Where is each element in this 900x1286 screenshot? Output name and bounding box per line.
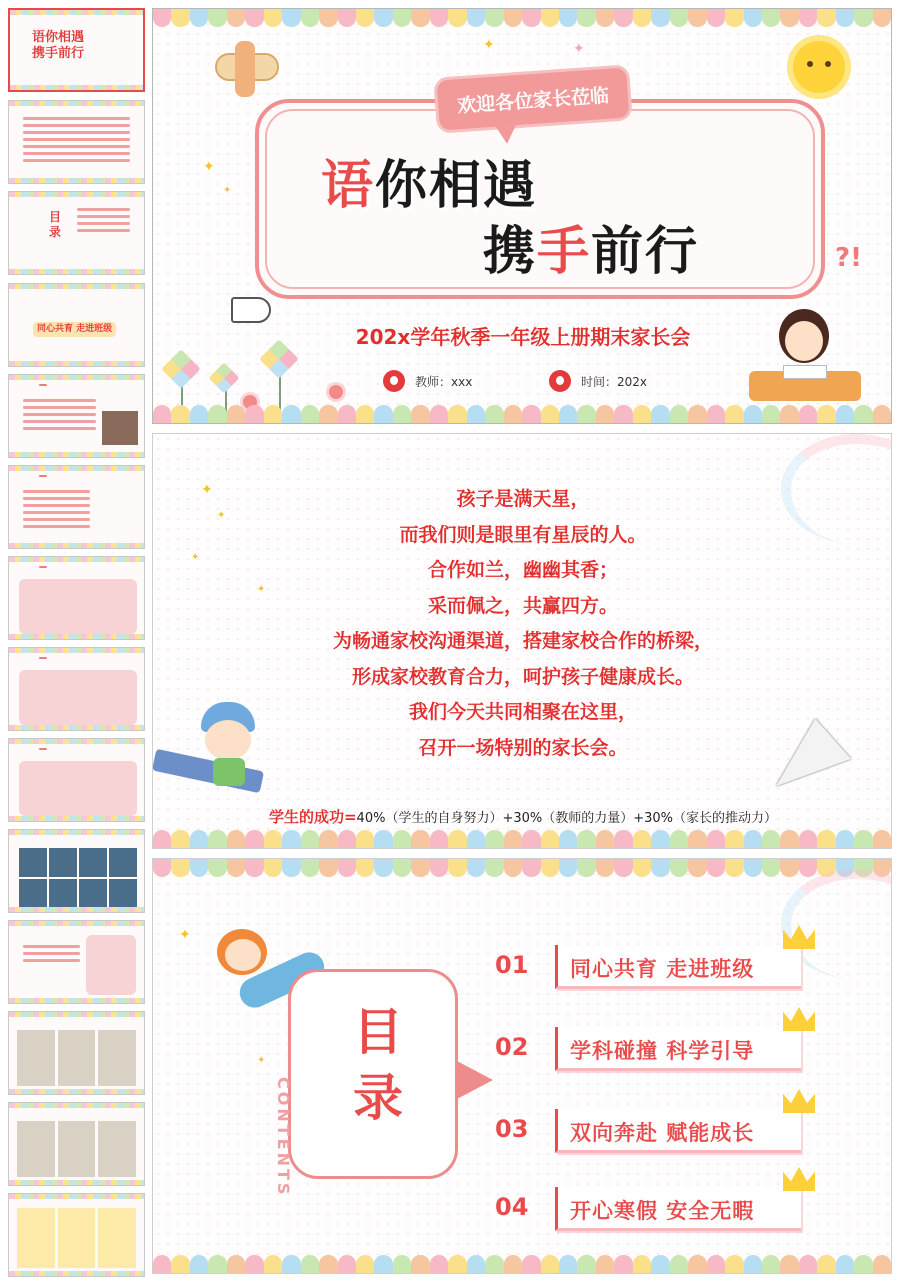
title-accent-char: 语 [321,156,376,216]
sun-illustration [793,41,845,93]
contents-item-number: 03 [495,1115,529,1143]
thumb-border [9,907,144,912]
thumb-border [9,1271,144,1276]
thumb-content-box [19,579,137,634]
contents-item-number: 01 [495,951,529,979]
slide-thumbnail-4[interactable] [8,283,145,367]
thumb-border [9,739,144,744]
airplane-illustration [215,53,279,81]
contents-english-label: CONTENTS [274,1077,293,1198]
contents-item-label: 双向奔赴 赋能成长 [570,1121,755,1145]
thumb-border [9,830,144,835]
thumb-border [9,921,144,926]
thumb-content-box [19,761,137,816]
poem-line: 我们今天共同相聚在这里， [408,701,637,723]
contents-item-label: 开心寒假 安全无暇 [570,1199,755,1223]
crown-icon [783,1007,815,1031]
thumb-tag [39,748,47,750]
thumb-border [9,1180,144,1185]
slide-thumbnail-6[interactable] [8,465,145,549]
thumb-border [9,452,144,457]
thumb-border [9,634,144,639]
thumb-text-lines [19,941,84,993]
thumb-papers [17,1121,136,1177]
star-icon: ✦ [257,584,266,595]
contents-title-char: 目 [353,1003,403,1061]
star-icon: ✦ [191,552,200,563]
formula-text: 40%（学生的自身努力）+30%（教师的力量）+30%（家长的推动力） [356,811,778,826]
star-icon: ✦ [257,1055,266,1066]
thumb-border [9,1194,144,1199]
thumb-border [9,466,144,471]
thumb-border [9,192,144,197]
title-accent-char: 手 [537,222,592,282]
teacher-info [383,370,472,392]
thumb-text-lines [19,395,100,447]
thumb-papers [17,1030,136,1086]
contents-title-char: 录 [353,1069,403,1127]
thumb-content-box [86,935,136,995]
star-icon: ✦ [203,159,215,175]
thumb-border [9,269,144,274]
contents-item-number: 04 [495,1193,529,1221]
thumb-border [10,10,143,15]
slide-thumbnail-7[interactable] [8,556,145,640]
thumb-border [9,557,144,562]
thumb-border [9,1103,144,1108]
slide-thumbnail-2[interactable] [8,100,145,184]
thumb-border [9,1012,144,1017]
megaphone-illustration [231,297,271,323]
meeting-subtitle: 202x学年秋季一年级上册期末家长会 [355,325,691,349]
thumb-border [9,648,144,653]
thumb-tag [39,566,47,568]
crown-icon [783,1167,815,1191]
slide-thumbnail-3[interactable] [8,191,145,275]
slide-contents[interactable] [152,858,892,1274]
poem-text [213,482,833,766]
scallop-border-top [153,859,891,877]
thumb-border [9,178,144,183]
thumb-border [9,361,144,366]
thumb-border [9,375,144,380]
slide-thumbnail-13[interactable] [8,1102,145,1186]
thumb-tag [39,657,47,659]
title-text: 携 [483,222,538,282]
time-info [549,370,647,392]
user-icon [383,370,405,392]
slide-thumbnail-1[interactable] [8,8,145,92]
slide-cover[interactable] [152,8,892,424]
thumb-photo-grid [19,848,137,908]
slide-thumbnail-11[interactable] [8,920,145,1004]
scallop-border-top [153,9,891,27]
thumb-text-lines [19,113,134,173]
contents-item-04[interactable] [495,1183,815,1235]
main-title-line-2 [483,209,699,284]
contents-item-03[interactable] [495,1105,815,1157]
title-text: 你相遇 [375,156,538,216]
thumb-photo [102,411,138,445]
time-text: 时间：202x [581,374,648,389]
thumb-text-lines [73,204,134,264]
main-title-line-1 [321,143,537,218]
poem-line: 合作如兰，幽幽其香； [427,559,618,581]
star-icon: ✦ [223,185,232,196]
thumb-content-box [19,670,137,725]
scallop-border-bottom [153,1255,891,1273]
thumb-border [9,1089,144,1094]
thumb-title: 语你相遇 携手前行 [32,30,85,61]
thumb-tag [39,384,47,386]
flower-illustration [329,385,343,399]
contents-item-label: 学科碰撞 科学引导 [570,1039,755,1063]
slide-thumbnail-10[interactable] [8,829,145,913]
slide-introduction[interactable] [152,433,892,849]
thumb-border [9,725,144,730]
poem-line: 召开一场特别的家长会。 [418,736,628,759]
poem-line: 孩子是满天星， [456,488,590,510]
poem-line: 为畅通家校沟通渠道，搭建家校合作的桥梁， [332,630,713,652]
thumb-text-lines [19,486,94,538]
poem-line: 而我们则是眼里有星辰的人。 [399,523,647,546]
thumb-columns [17,1208,136,1268]
slide-thumbnail-5[interactable] [8,374,145,458]
star-icon: ✦ [201,482,213,498]
crown-icon [783,1089,815,1113]
star-icon: ✦ [217,510,226,521]
slide-thumbnail-8[interactable] [8,647,145,731]
star-icon: ✦ [179,927,191,943]
title-text: 前行 [591,222,700,282]
thumb-border [9,998,144,1003]
success-formula [153,806,892,827]
slide-thumbnail-panel[interactable] [0,0,150,1286]
poem-line: 采而佩之，共赢四方。 [427,594,618,617]
question-mark-deco: ?! [835,243,862,273]
thumb-border [9,101,144,106]
thumb-border [10,85,143,90]
contents-item-label: 同心共育 走进班级 [570,957,755,981]
slide-thumbnail-12[interactable] [8,1011,145,1095]
thumb-title: 同心共育 走进班级 [33,322,116,337]
thumb-border [9,816,144,821]
star-icon: ✦ [573,41,585,57]
thumb-tag [39,475,47,477]
teacher-text: 教师：xxx [415,374,473,389]
boy-illustration [187,702,273,812]
slide-thumbnail-9[interactable] [8,738,145,822]
slide-thumbnail-14[interactable] [8,1193,145,1277]
thumb-border [9,284,144,289]
thumb-title: 目 录 [49,210,62,239]
scallop-border-bottom [153,830,891,848]
contents-item-number: 02 [495,1033,529,1061]
contents-item-01[interactable] [495,941,815,993]
girl-reading-illustration [749,309,861,405]
welcome-text: 欢迎各位家长莅临 [456,84,610,117]
star-icon: ✦ [483,37,495,53]
formula-label: 学生的成功= [268,808,357,826]
contents-item-02[interactable] [495,1023,815,1075]
clock-icon [549,370,571,392]
contents-title [348,999,408,1131]
thumb-border [9,543,144,548]
scallop-border-bottom [153,405,891,423]
poem-line: 形成家校教育合力，呵护孩子健康成长。 [351,665,694,688]
